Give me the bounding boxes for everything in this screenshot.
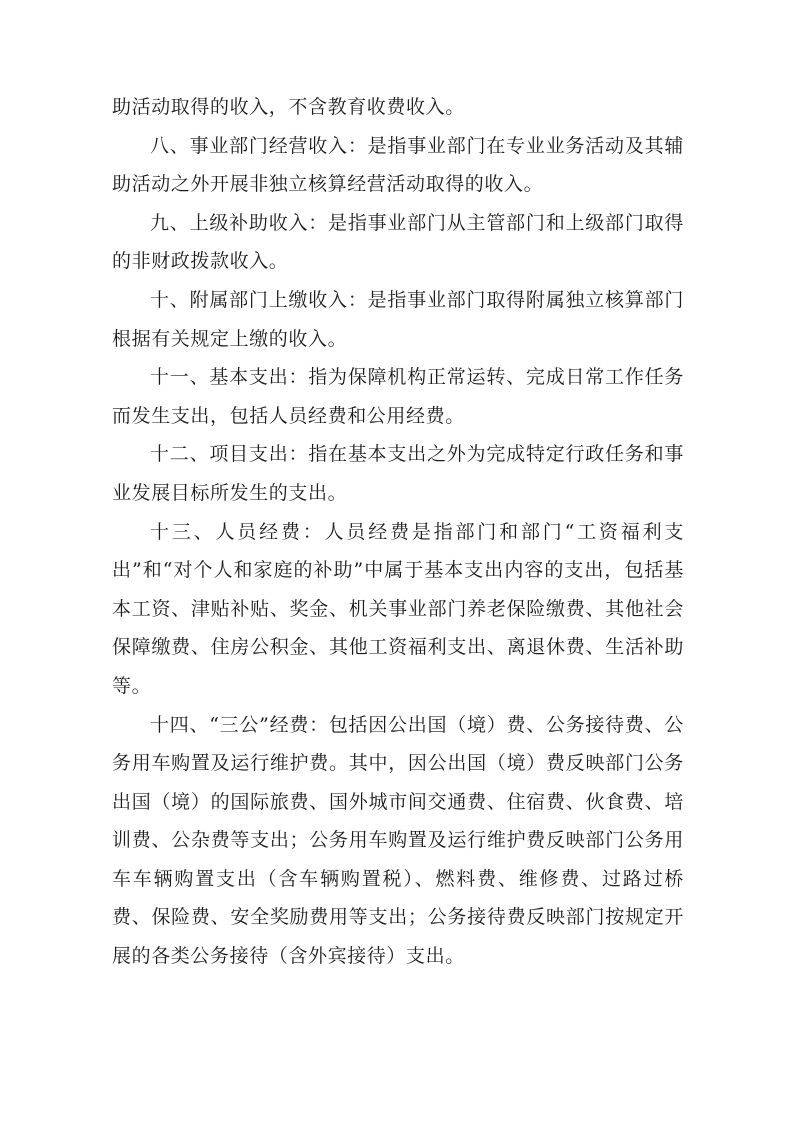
paragraph-basic-expenditure: 十一、基本支出：指为保障机构正常运转、完成日常工作任务而发生支出，包括人员经费和公用经费。 (112, 366, 684, 427)
paragraph-project-expenditure: 十二、项目支出：指在基本支出之外为完成特定行政任务和事业发展目标所发生的支出。 (112, 443, 684, 504)
paragraph-three-public-expenses: 十四、“三公”经费：包括因公出国（境）费、公务接待费、公务用车购置及运行维护费。其中，因公出国（境）费反映部门公务出国（境）的国际旅费、国外城市间交通费、住宿费、伙食费、培训费、公杂费等支出；公务用车购置及运行维护费反映部门公务用车车辆购置支出（含车辆购置税）、燃料费、维修费、过路过桥费、保险费、安全奖励费用等支出；公务接待费反映部门按规定开展的各类公务接待（含外宾接待）支出。 (112, 713, 684, 968)
paragraph-subsidy-income: 九、上级补助收入：是指事业部门从主管部门和上级部门取得的非财政拨款收入。 (112, 211, 684, 273)
paragraph-personnel-expenses: 十三、人员经费：人员经费是指部门和部门“工资福利支出”和“对个人和家庭的补助”中属于基本支出内容的支出，包括基本工资、津贴补贴、奖金、机关事业部门养老保险缴费、其他社会保障缴费、住房公积金、其他工资福利支出、离退休费、生活补助等。 (112, 520, 684, 697)
paragraph-continuation: 助活动取得的收入，不含教育收费收入。 (112, 96, 465, 118)
document-body (112, 88, 684, 976)
paragraph-affiliate-income: 十、附属部门上缴收入：是指事业部门取得附属独立核算部门根据有关规定上缴的收入。 (112, 288, 684, 350)
paragraph-business-income: 八、事业部门经营收入：是指事业部门在专业业务活动及其辅助活动之外开展非独立核算经营活动取得的收入。 (112, 134, 684, 196)
